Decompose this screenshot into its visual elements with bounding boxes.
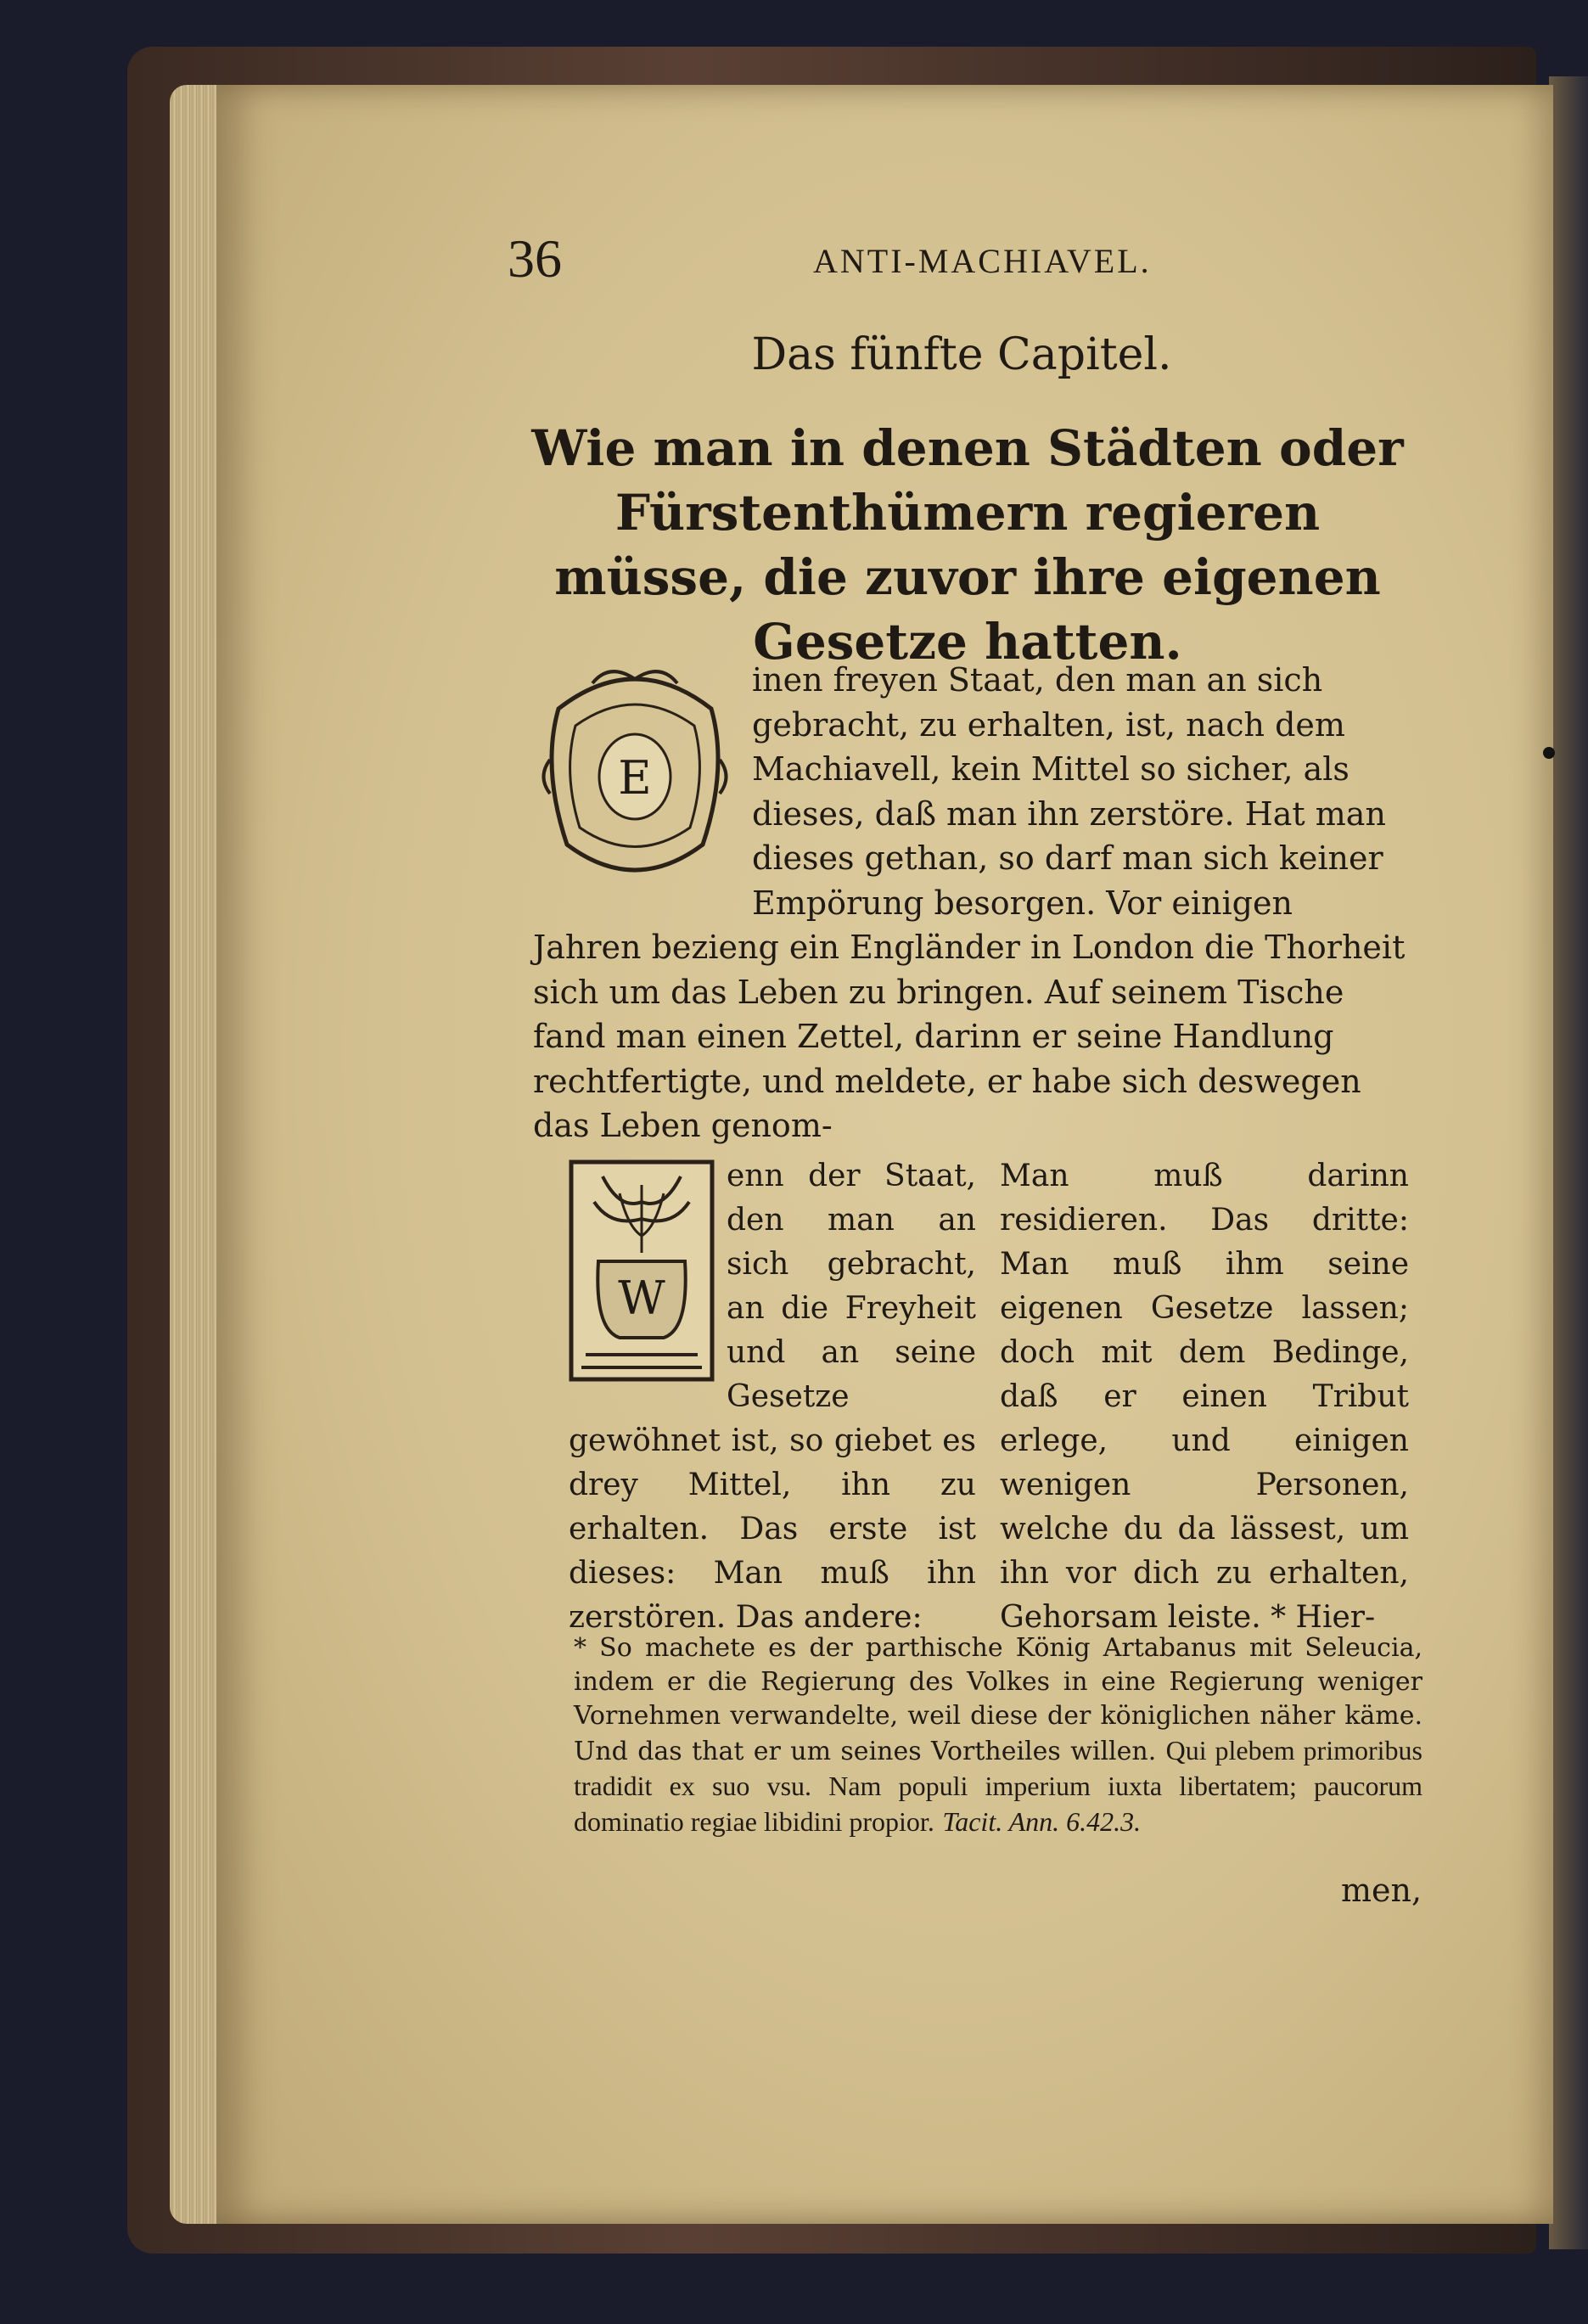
left-column [569, 1154, 976, 1640]
initial-letter-w: W [618, 1271, 665, 1325]
background-strip [1549, 76, 1588, 2249]
initial-letter-e: E [618, 751, 652, 805]
catchword: men, [1341, 1872, 1422, 1909]
page-header [508, 227, 1416, 295]
two-column-text [569, 1154, 1409, 1635]
chapter-label: Das fünfte Capitel. [751, 329, 1172, 380]
woodcut-vase-icon [569, 1159, 715, 1382]
running-title: ANTI-MACHIAVEL. [813, 242, 1152, 280]
page-marker [1543, 747, 1555, 759]
intro-paragraph [533, 658, 1407, 1148]
right-column [1000, 1154, 1409, 1640]
footnote-latin: Qui plebem primoribus tradidit ex suo vsu. Nam populi imperium iuxta libertatem; paucorum dominatio regiae libidini propior. [574, 1735, 1422, 1837]
ornamental-initial-w [569, 1159, 715, 1382]
intro-text: inen freyen Staat, den man an sich gebracht, zu erhalten, ist, nach dem Machiavell, kein Mittel so sicher, als dieses, daß man ihn zerstöre. Hat man dieses gethan, so darf man sich keiner Empörung besorgen. Vor einigen Jahren bezieng ein Engländer in London die Thorheit sich um das Leben zu bringen. Auf seinem Tische fand man einen Zettel, darinn er seine Handlung rechtfertigte, und meldete, er habe sich deswegen das Leben genom- [533, 661, 1406, 1144]
footnote-citation: Tacit. Ann. 6.42.3. [942, 1806, 1142, 1837]
footnote-text: * So machete es der parthische König Artabanus mit Seleucia, indem er die Regierung des Volkes in eine Regierung weniger Vornehmen verwandelte, weil diese der königlichen näher käme. Und das that er um seines Vortheiles willen. [574, 1633, 1422, 1766]
footnote [574, 1631, 1422, 1840]
left-column-text: enn der Staat, den man an sich gebracht, an die Freyheit und an seine Gesetze gewöhnet ist, so giebet es drey Mittel, ihn zu erhalten. Das erste ist dieses: Man muß ihn zerstören. Das andere: [569, 1159, 976, 1635]
chapter-title: Wie man in denen Städten oder Fürstenthümern regieren müsse, die zuvor ihre eigenen Gesetze hatten. [531, 419, 1404, 671]
right-column-text: Man muß darinn residieren. Das dritte: Man muß ihm seine eigenen Gesetze lassen; doch mit dem Bedinge, daß er einen Tribut erlege, und einigen wenigen Personen, welche du da lässest, um ihn vor dich zu erhalten, Gehorsam leiste. * Hier- [1000, 1159, 1409, 1635]
page-number: 36 [508, 228, 562, 289]
ornament-frame-icon [533, 658, 737, 887]
ornamental-initial-e [533, 658, 737, 887]
